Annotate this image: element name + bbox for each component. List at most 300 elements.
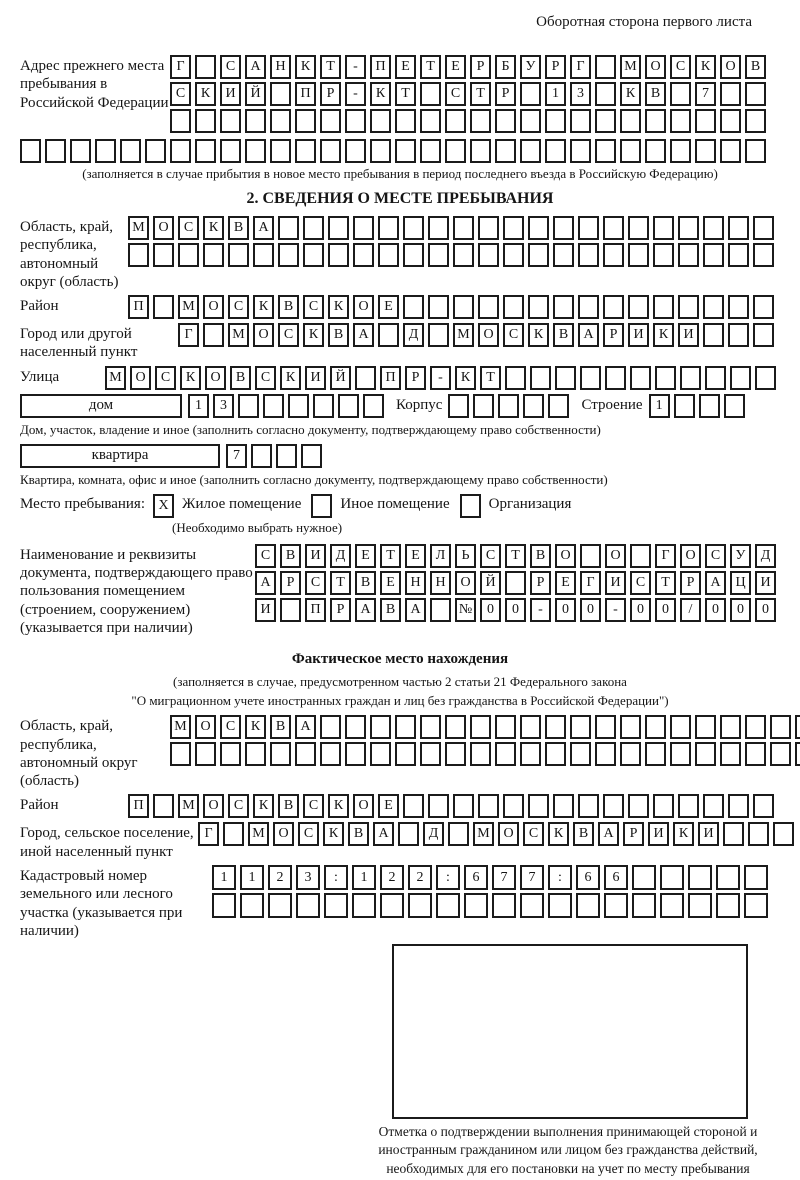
char-cell: Р	[320, 82, 341, 106]
char-cell: К	[528, 323, 549, 347]
char-cell: 0	[630, 598, 651, 622]
char-cell: 0	[505, 598, 526, 622]
char-cell	[728, 243, 749, 267]
title-document-rows	[255, 544, 780, 622]
char-cell	[352, 893, 376, 918]
char-cell	[580, 366, 601, 390]
char-cell: К	[620, 82, 641, 106]
char-cell	[295, 139, 316, 163]
char-cell: 1	[212, 865, 236, 890]
char-cell: К	[695, 55, 716, 79]
char-cell	[695, 139, 716, 163]
char-cell: В	[380, 598, 401, 622]
char-cell: К	[653, 323, 674, 347]
char-cell: 0	[705, 598, 726, 622]
char-cell: 3	[296, 865, 320, 890]
char-cell	[278, 243, 299, 267]
char-cell	[730, 366, 751, 390]
char-cell: 1	[649, 394, 670, 418]
char-cell	[699, 394, 720, 418]
char-cell	[645, 715, 666, 739]
char-cell	[716, 893, 740, 918]
char-cell: М	[473, 822, 494, 846]
char-cell: Е	[405, 544, 426, 568]
char-cell	[353, 216, 374, 240]
char-cell: Д	[403, 323, 424, 347]
char-cell: М	[453, 323, 474, 347]
char-cell: О	[555, 544, 576, 568]
confirmation-stamp-caption: Отметка о подтверждении выполнения принимающей стороной и иностранным гражданином или лицом без гражданства действий, необходимых для его постановки на учет по месту пребывания	[378, 1124, 758, 1176]
char-cell: В	[278, 794, 299, 818]
char-cell	[520, 139, 541, 163]
char-cell	[223, 822, 244, 846]
char-cell	[528, 794, 549, 818]
char-cell	[520, 893, 544, 918]
char-cell	[720, 742, 741, 766]
char-cell	[620, 139, 641, 163]
char-cell: М	[105, 366, 126, 390]
korpus-label: Корпус	[396, 396, 443, 413]
char-cell	[695, 715, 716, 739]
char-cell	[620, 109, 641, 133]
char-cell	[430, 598, 451, 622]
char-cell: О	[645, 55, 666, 79]
char-cell	[595, 109, 616, 133]
char-cell	[620, 715, 641, 739]
char-cell: Е	[380, 571, 401, 595]
residential-checkbox: X	[153, 494, 174, 518]
char-cell	[448, 394, 469, 418]
char-cell: С	[155, 366, 176, 390]
title-document-row-2	[255, 571, 780, 595]
char-cell	[660, 865, 684, 890]
char-cell: Н	[270, 55, 291, 79]
char-cell: :	[324, 865, 348, 890]
char-cell: Й	[330, 366, 351, 390]
char-cell	[353, 243, 374, 267]
char-cell: О	[203, 295, 224, 319]
actual-region-rows	[170, 715, 800, 766]
char-cell	[745, 715, 766, 739]
char-cell	[324, 893, 348, 918]
apartment-row	[20, 444, 780, 468]
char-cell: Д	[755, 544, 776, 568]
char-cell	[420, 82, 441, 106]
char-cell: Е	[355, 544, 376, 568]
char-cell	[703, 243, 724, 267]
char-cell	[278, 216, 299, 240]
char-cell: К	[253, 295, 274, 319]
actual-region-row-2	[170, 742, 800, 766]
char-cell	[428, 295, 449, 319]
region-label: Область, край, республика, автономный округ (область)	[20, 219, 119, 290]
char-cell: Т	[320, 55, 341, 79]
char-cell	[398, 822, 419, 846]
char-cell	[576, 893, 600, 918]
actual-city-label: Город, сельское поселение, иной населенный пункт	[20, 825, 194, 860]
char-cell	[203, 323, 224, 347]
char-cell	[378, 216, 399, 240]
section2-title: 2. СВЕДЕНИЯ О МЕСТЕ ПРЕБЫВАНИЯ	[246, 190, 554, 207]
char-cell: И	[605, 571, 626, 595]
char-cell	[545, 715, 566, 739]
char-cell: Р	[623, 822, 644, 846]
char-cell	[545, 139, 566, 163]
char-cell: К	[455, 366, 476, 390]
char-cell: О	[273, 822, 294, 846]
char-cell: Т	[655, 571, 676, 595]
region-field	[20, 216, 780, 291]
char-cell	[553, 794, 574, 818]
char-cell: :	[548, 865, 572, 890]
char-cell	[770, 715, 791, 739]
city-row	[178, 323, 778, 347]
char-cell	[495, 109, 516, 133]
char-cell	[705, 366, 726, 390]
char-cell	[420, 109, 441, 133]
char-cell	[128, 243, 149, 267]
char-cell: Е	[555, 571, 576, 595]
char-cell	[303, 216, 324, 240]
char-cell: 7	[226, 444, 247, 468]
char-cell	[45, 139, 66, 163]
title-document-row-1	[255, 544, 780, 568]
char-cell: О	[680, 544, 701, 568]
char-cell	[203, 243, 224, 267]
char-cell	[570, 715, 591, 739]
char-cell: 0	[755, 598, 776, 622]
char-cell: М	[178, 295, 199, 319]
actual-location-caption-1: (заполняется в случае, предусмотренном частью 2 статьи 21 Федерального закона	[173, 674, 627, 690]
char-cell: Р	[530, 571, 551, 595]
stay-type-row	[20, 494, 780, 518]
char-cell	[270, 742, 291, 766]
char-cell	[753, 323, 774, 347]
char-cell	[628, 216, 649, 240]
region-rows	[128, 216, 778, 267]
char-cell: Е	[378, 295, 399, 319]
char-cell	[628, 295, 649, 319]
char-cell	[345, 715, 366, 739]
apartment-cells	[226, 444, 326, 468]
char-cell	[503, 243, 524, 267]
char-cell	[548, 893, 572, 918]
char-cell: 2	[408, 865, 432, 890]
char-cell: Г	[170, 55, 191, 79]
char-cell	[370, 742, 391, 766]
actual-region-label: Область, край, республика, автономный округ (область)	[20, 718, 138, 790]
city-label: Город или другой населенный пункт	[20, 326, 138, 361]
char-cell: 2	[380, 865, 404, 890]
actual-district-field	[20, 794, 780, 818]
char-cell	[578, 216, 599, 240]
char-cell	[595, 742, 616, 766]
char-cell	[745, 742, 766, 766]
char-cell	[212, 893, 236, 918]
char-cell	[653, 216, 674, 240]
char-cell	[470, 109, 491, 133]
char-cell	[263, 394, 284, 418]
actual-city-row	[198, 822, 798, 846]
char-cell	[428, 216, 449, 240]
char-cell: 1	[240, 865, 264, 890]
cadastral-field	[20, 865, 780, 940]
char-cell	[503, 794, 524, 818]
char-cell	[403, 295, 424, 319]
char-cell	[345, 139, 366, 163]
char-cell	[645, 742, 666, 766]
char-cell	[445, 139, 466, 163]
char-cell: М	[248, 822, 269, 846]
char-cell	[303, 243, 324, 267]
char-cell: И	[305, 544, 326, 568]
char-cell: 7	[695, 82, 716, 106]
char-cell	[745, 82, 766, 106]
char-cell	[428, 323, 449, 347]
char-cell	[724, 394, 745, 418]
cadastral-row-2	[212, 893, 772, 918]
char-cell: Д	[330, 544, 351, 568]
char-cell: Г	[198, 822, 219, 846]
char-cell: С	[705, 544, 726, 568]
char-cell	[170, 109, 191, 133]
char-cell: К	[323, 822, 344, 846]
char-cell: Т	[395, 82, 416, 106]
char-cell: С	[503, 323, 524, 347]
char-cell	[296, 893, 320, 918]
char-cell	[370, 109, 391, 133]
house-row	[20, 394, 780, 418]
char-cell: С	[278, 323, 299, 347]
char-cell: А	[245, 55, 266, 79]
char-cell	[403, 243, 424, 267]
char-cell: 1	[352, 865, 376, 890]
char-cell: Т	[480, 366, 501, 390]
char-cell: 3	[570, 82, 591, 106]
char-cell	[395, 139, 416, 163]
char-cell	[753, 216, 774, 240]
char-cell: Т	[420, 55, 441, 79]
char-cell	[678, 295, 699, 319]
char-cell	[320, 139, 341, 163]
char-cell	[632, 893, 656, 918]
char-cell	[620, 742, 641, 766]
organization-option-label: Организация	[488, 495, 572, 512]
char-cell: С	[630, 571, 651, 595]
char-cell	[595, 55, 616, 79]
char-cell: К	[548, 822, 569, 846]
char-cell	[660, 893, 684, 918]
char-cell	[670, 109, 691, 133]
char-cell	[120, 139, 141, 163]
char-cell: М	[170, 715, 191, 739]
char-cell: 6	[464, 865, 488, 890]
char-cell	[170, 742, 191, 766]
char-cell	[378, 323, 399, 347]
char-cell: В	[230, 366, 251, 390]
char-cell	[545, 109, 566, 133]
char-cell	[238, 394, 259, 418]
char-cell	[678, 243, 699, 267]
char-cell	[270, 139, 291, 163]
char-cell	[295, 742, 316, 766]
char-cell	[328, 216, 349, 240]
char-cell: О	[353, 295, 374, 319]
char-cell	[363, 394, 384, 418]
char-cell: К	[245, 715, 266, 739]
char-cell: В	[280, 544, 301, 568]
char-cell	[578, 295, 599, 319]
char-cell	[744, 893, 768, 918]
prev-address-row-1	[170, 55, 770, 79]
char-cell: 0	[480, 598, 501, 622]
char-cell	[395, 742, 416, 766]
char-cell: К	[295, 55, 316, 79]
char-cell	[495, 715, 516, 739]
char-cell	[345, 742, 366, 766]
char-cell	[470, 742, 491, 766]
char-cell: В	[645, 82, 666, 106]
char-cell	[268, 893, 292, 918]
char-cell	[645, 139, 666, 163]
actual-location-title: Фактическое место нахождения	[291, 651, 509, 668]
char-cell: В	[348, 822, 369, 846]
char-cell: С	[170, 82, 191, 106]
char-cell: А	[405, 598, 426, 622]
char-cell	[220, 109, 241, 133]
char-cell	[520, 82, 541, 106]
char-cell	[505, 366, 526, 390]
char-cell	[495, 139, 516, 163]
char-cell: С	[255, 544, 276, 568]
char-cell: Г	[580, 571, 601, 595]
char-cell: К	[253, 794, 274, 818]
char-cell	[420, 715, 441, 739]
char-cell	[220, 742, 241, 766]
char-cell: К	[673, 822, 694, 846]
char-cell: 2	[268, 865, 292, 890]
street-field	[20, 366, 780, 390]
char-cell	[370, 139, 391, 163]
char-cell	[753, 794, 774, 818]
char-cell: А	[598, 822, 619, 846]
cadastral-row-1	[212, 865, 772, 890]
char-cell: Н	[405, 571, 426, 595]
residential-option-label: Жилое помещение	[182, 495, 302, 512]
char-cell: Н	[430, 571, 451, 595]
region-row-1	[128, 216, 778, 240]
char-cell	[688, 865, 712, 890]
char-cell	[670, 715, 691, 739]
char-cell: А	[353, 323, 374, 347]
char-cell: -	[430, 366, 451, 390]
char-cell: С	[220, 715, 241, 739]
char-cell: Е	[395, 55, 416, 79]
char-cell: Р	[495, 82, 516, 106]
char-cell	[492, 893, 516, 918]
char-cell: Ь	[455, 544, 476, 568]
char-cell	[703, 794, 724, 818]
char-cell	[195, 139, 216, 163]
char-cell: -	[530, 598, 551, 622]
char-cell: В	[328, 323, 349, 347]
char-cell	[313, 394, 334, 418]
char-cell: -	[345, 82, 366, 106]
char-cell	[280, 598, 301, 622]
char-cell	[703, 216, 724, 240]
apartment-labelbox: квартира	[20, 444, 220, 468]
cadastral-rows	[212, 865, 772, 918]
char-cell: О	[498, 822, 519, 846]
char-cell	[604, 893, 628, 918]
char-cell: О	[353, 794, 374, 818]
char-cell: Д	[423, 822, 444, 846]
char-cell: И	[648, 822, 669, 846]
char-cell: 6	[576, 865, 600, 890]
char-cell	[628, 794, 649, 818]
char-cell: 0	[655, 598, 676, 622]
char-cell: С	[298, 822, 319, 846]
char-cell	[453, 794, 474, 818]
other-premises-option-label: Иное помещение	[340, 495, 450, 512]
actual-district-row	[128, 794, 778, 818]
char-cell	[320, 109, 341, 133]
char-cell: 0	[580, 598, 601, 622]
char-cell	[520, 742, 541, 766]
char-cell: Г	[655, 544, 676, 568]
char-cell: К	[195, 82, 216, 106]
char-cell	[245, 139, 266, 163]
char-cell	[703, 295, 724, 319]
char-cell: У	[520, 55, 541, 79]
prev-address-row-2	[170, 82, 770, 106]
char-cell	[520, 715, 541, 739]
char-cell: В	[553, 323, 574, 347]
char-cell	[470, 139, 491, 163]
char-cell: А	[578, 323, 599, 347]
char-cell: С	[255, 366, 276, 390]
char-cell: А	[355, 598, 376, 622]
prev-address-label: Адрес прежнего места пребывания в Российской Федерации	[20, 58, 169, 111]
char-cell	[555, 366, 576, 390]
char-cell: О	[205, 366, 226, 390]
char-cell: Б	[495, 55, 516, 79]
char-cell	[580, 544, 601, 568]
char-cell	[670, 139, 691, 163]
char-cell: 0	[730, 598, 751, 622]
char-cell: И	[305, 366, 326, 390]
char-cell	[355, 366, 376, 390]
char-cell	[720, 82, 741, 106]
char-cell	[495, 742, 516, 766]
char-cell: И	[755, 571, 776, 595]
char-cell	[345, 109, 366, 133]
char-cell	[670, 82, 691, 106]
char-cell: С	[178, 216, 199, 240]
char-cell: Р	[280, 571, 301, 595]
confirmation-stamp-box	[392, 944, 748, 1119]
district-field	[20, 295, 780, 319]
char-cell	[276, 444, 297, 468]
char-cell	[378, 243, 399, 267]
char-cell	[320, 742, 341, 766]
char-cell	[145, 139, 166, 163]
actual-city-field	[20, 822, 780, 861]
char-cell: П	[295, 82, 316, 106]
char-cell: 6	[604, 865, 628, 890]
prev-address-caption: (заполняется в случае прибытия в новое место пребывания в период последнего въезда в Российскую Федерацию)	[82, 166, 718, 181]
char-cell: С	[228, 295, 249, 319]
